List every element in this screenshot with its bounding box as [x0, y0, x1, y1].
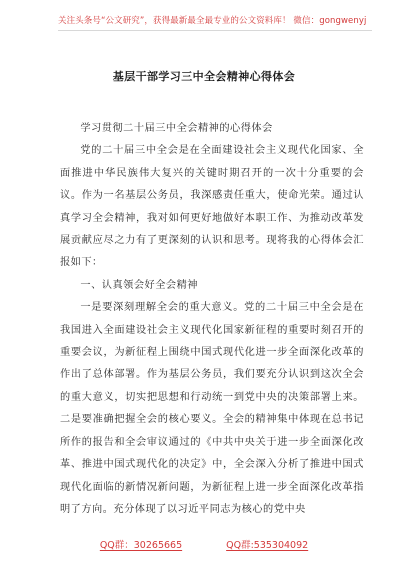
footer-qq-group-1[interactable]: QQ群：30265665: [99, 540, 183, 551]
paragraph-intro: 党的二十届三中全会是在全面建设社会主义现代化国家、全面推进中华民族伟大复兴的关键时期召开的一次十分重要的会议。作为一名基层公务员，我深感责任重大，使命光荣。通过认真学习全会精神，我对如何更好地做好本职工作、为推动改革发展贡献应尽之力有了更深刻的认识和思考。现将我的心得体会汇报如下：: [60, 145, 364, 269]
document-body: [60, 118, 364, 521]
document-title: 基层干部学习三中全会精神心得体会: [112, 70, 296, 83]
footer-qq-group-2[interactable]: QQ群:535304092: [226, 540, 309, 551]
header-promo-note: 关注头条号“公文研究”，获得最新最全最专业的公文资料库！ 微信：gongwenyj: [58, 16, 367, 26]
paragraph-section-1: 一是要深刻理解全会的重大意义。党的二十届三中全会是在我国进入全面建设社会主义现代化国家新征程的重要时刻召开的重要会议，为新征程上围绕中国式现代化进一步全面深化改革的作出了总体部署。作为基层公务员，我们要充分认识到这次全会的重大意义，切实把思想和行动统一到党中央的决策部署上来。二是要准确把握全会的核心要义。全会的精神集中体现在总书记所作的报告和全会审议通过的《中共中央关于进一步全面深化改革、推进中国式现代化的决定》中，全会深入分析了推进中国式现代化面临的新情况新问题，为新征程上进一步全面深化改革指明了方向。充分体现了以习近平同志为核心的党中央: [60, 302, 364, 515]
header-divider: [58, 30, 372, 31]
section-heading-1: 一、认真领会好全会精神: [80, 279, 198, 291]
paragraph-subtitle: 学习贯彻二十届三中全会精神的心得体会: [80, 123, 273, 134]
footer-contact: [0, 537, 408, 551]
